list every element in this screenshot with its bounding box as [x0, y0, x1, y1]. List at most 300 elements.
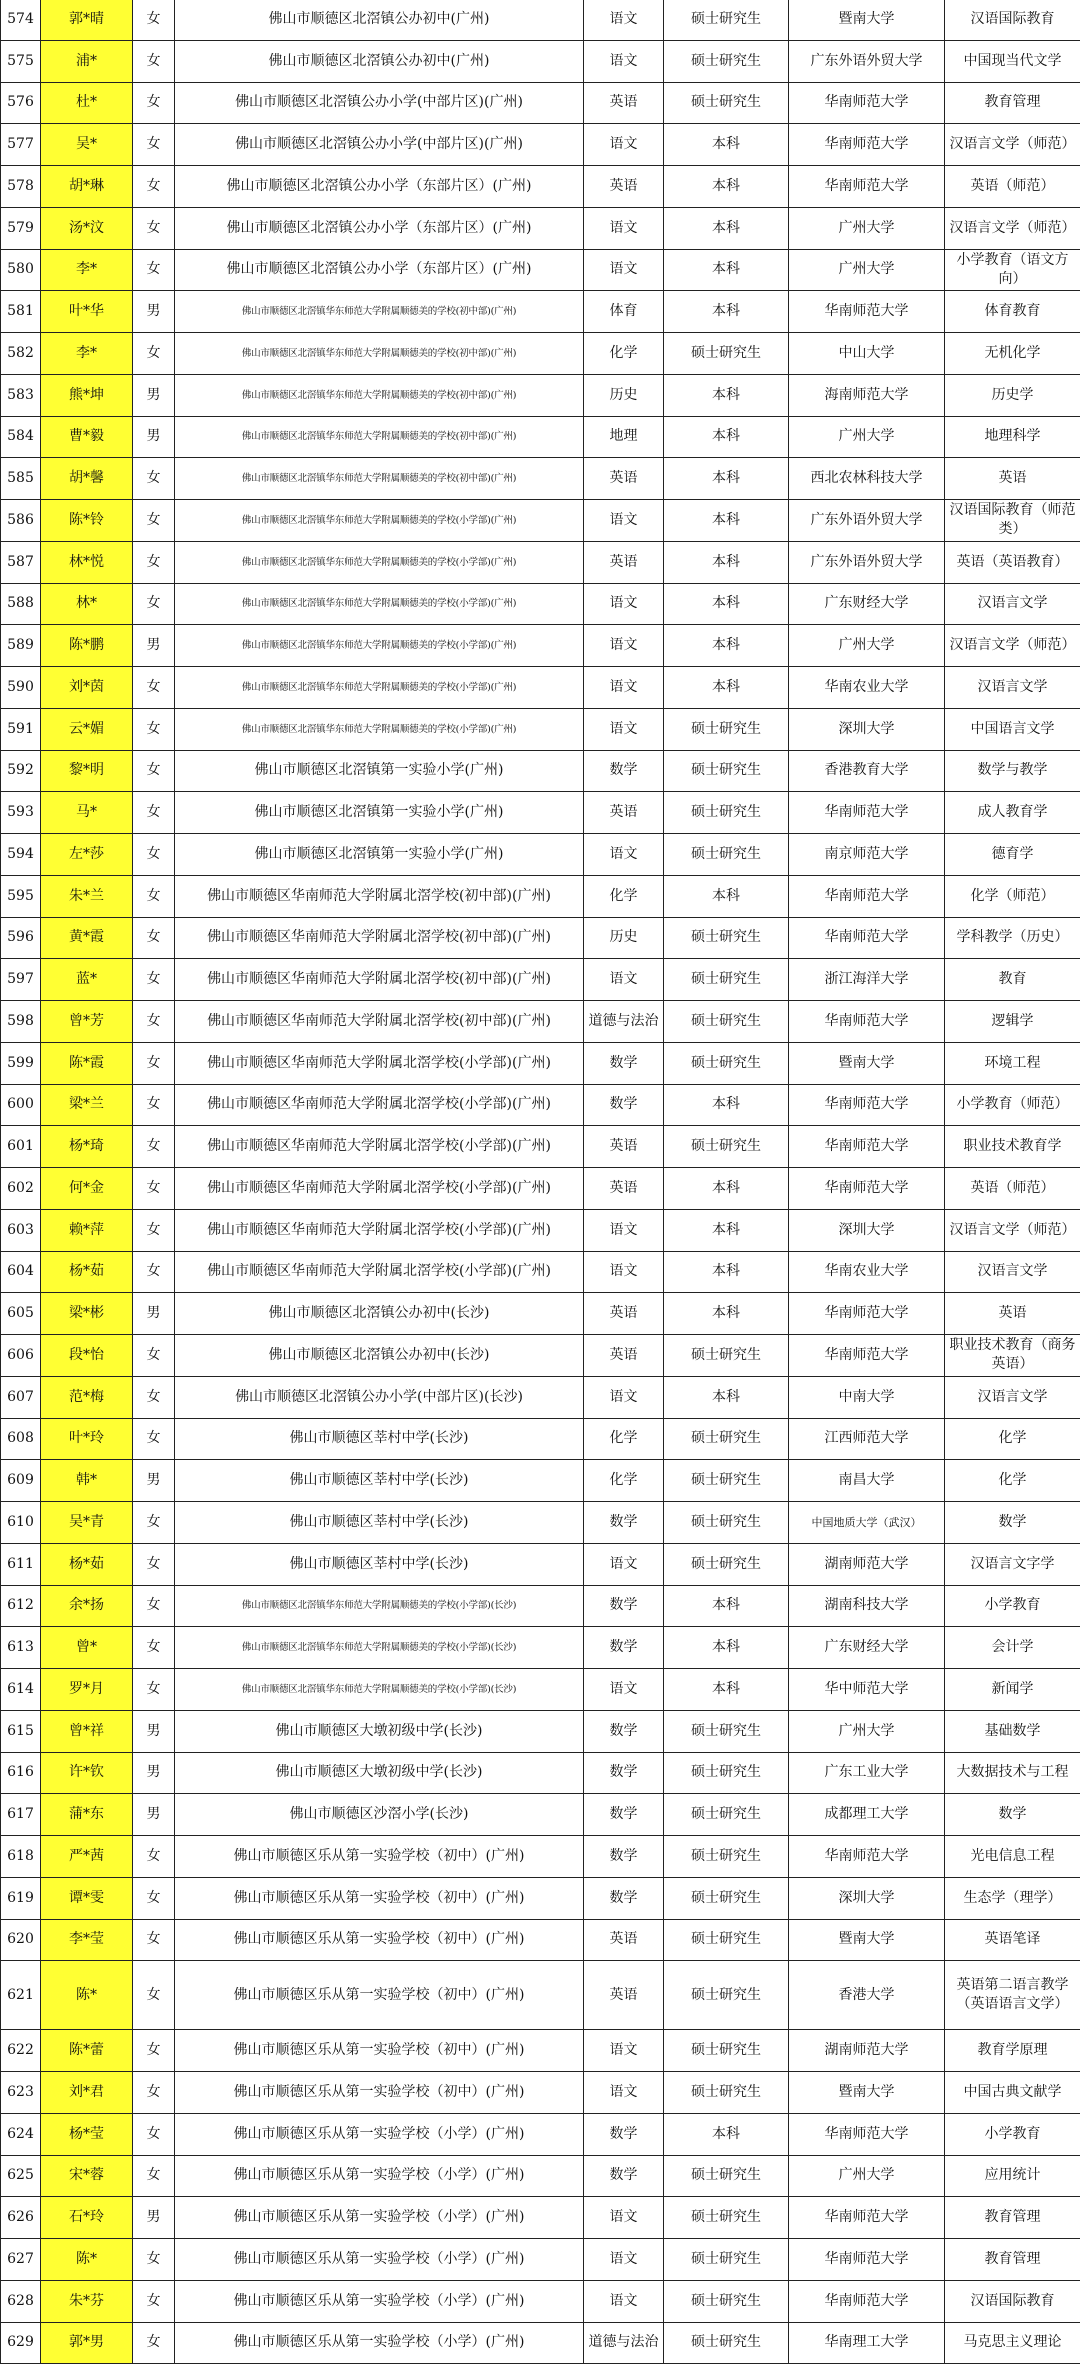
- table-row: [1, 458, 1080, 500]
- row-number-cell: 622: [1, 2030, 41, 2072]
- degree-cell: 硕士研究生: [664, 2072, 789, 2114]
- subject-cell: 语文: [584, 2072, 664, 2114]
- major-cell: 小学教育（师范）: [945, 1084, 1080, 1126]
- degree-cell: 本科: [664, 1251, 789, 1293]
- table-row: [1, 750, 1080, 792]
- gender-cell: 女: [133, 0, 175, 40]
- row-number-cell: 618: [1, 1836, 41, 1878]
- gender-cell: 女: [133, 667, 175, 709]
- table-row: [1, 834, 1080, 876]
- university-cell: 海南师范大学: [789, 374, 945, 416]
- table-row: [1, 708, 1080, 750]
- major-cell: 化学（师范）: [945, 875, 1080, 917]
- school-name-cell: 佛山市顺德区北滘镇华东师范大学附属顺德美的学校(小学部)(广州): [175, 583, 584, 625]
- major-cell: 教育管理: [945, 2197, 1080, 2239]
- university-cell: 湖南师范大学: [789, 2030, 945, 2072]
- major-cell: 英语第二语言教学（英语语言文学）: [945, 1961, 1080, 2030]
- degree-cell: 本科: [664, 374, 789, 416]
- subject-cell: 历史: [584, 917, 664, 959]
- teacher-name-cell: 胡*琳: [41, 166, 133, 208]
- gender-cell: 女: [133, 1836, 175, 1878]
- subject-cell: 化学: [584, 875, 664, 917]
- university-cell: 广州大学: [789, 249, 945, 291]
- major-cell: 应用统计: [945, 2155, 1080, 2197]
- school-name-cell: 佛山市顺德区华南师范大学附属北滘学校(初中部)(广州): [175, 917, 584, 959]
- university-cell: 湖南科技大学: [789, 1585, 945, 1627]
- subject-cell: 数学: [584, 2113, 664, 2155]
- school-name-cell: 佛山市顺德区北滘镇第一实验小学(广州): [175, 834, 584, 876]
- subject-cell: 地理: [584, 416, 664, 458]
- major-cell: 无机化学: [945, 333, 1080, 375]
- teacher-name-cell: 陈*: [41, 2239, 133, 2281]
- school-name-cell: 佛山市顺德区北滘镇公办小学(中部片区)(长沙): [175, 1376, 584, 1418]
- degree-cell: 本科: [664, 625, 789, 667]
- major-cell: 小学教育: [945, 1585, 1080, 1627]
- university-cell: 广东工业大学: [789, 1752, 945, 1794]
- degree-cell: 硕士研究生: [664, 333, 789, 375]
- gender-cell: 男: [133, 1460, 175, 1502]
- major-cell: 基础数学: [945, 1710, 1080, 1752]
- degree-cell: 本科: [664, 166, 789, 208]
- teacher-name-cell: 陈*霞: [41, 1042, 133, 1084]
- university-cell: 华南师范大学: [789, 1335, 945, 1377]
- gender-cell: 女: [133, 1042, 175, 1084]
- table-row: [1, 416, 1080, 458]
- row-number-cell: 606: [1, 1335, 41, 1377]
- major-cell: 汉语国际教育: [945, 0, 1080, 40]
- subject-cell: 英语: [584, 1126, 664, 1168]
- row-number-cell: 600: [1, 1084, 41, 1126]
- major-cell: 教育: [945, 959, 1080, 1001]
- subject-cell: 历史: [584, 374, 664, 416]
- table-row: [1, 1335, 1080, 1377]
- gender-cell: 女: [133, 583, 175, 625]
- degree-cell: 硕士研究生: [664, 708, 789, 750]
- degree-cell: 硕士研究生: [664, 834, 789, 876]
- school-name-cell: 佛山市顺德区北滘镇公办小学（东部片区）(广州): [175, 166, 584, 208]
- degree-cell: 硕士研究生: [664, 2030, 789, 2072]
- table-row: [1, 333, 1080, 375]
- row-number-cell: 628: [1, 2280, 41, 2322]
- degree-cell: 硕士研究生: [664, 1836, 789, 1878]
- major-cell: 汉语言文学: [945, 1251, 1080, 1293]
- subject-cell: 化学: [584, 333, 664, 375]
- row-number-cell: 627: [1, 2239, 41, 2281]
- school-name-cell: 佛山市顺德区北滘镇公办小学(中部片区)(广州): [175, 124, 584, 166]
- teacher-name-cell: 赖*萍: [41, 1209, 133, 1251]
- degree-cell: 本科: [664, 2113, 789, 2155]
- subject-cell: 语文: [584, 500, 664, 542]
- school-name-cell: 佛山市顺德区乐从第一实验学校（初中）(广州): [175, 1919, 584, 1961]
- university-cell: 华南师范大学: [789, 291, 945, 333]
- subject-cell: 语文: [584, 708, 664, 750]
- degree-cell: 本科: [664, 458, 789, 500]
- degree-cell: 本科: [664, 249, 789, 291]
- subject-cell: 道德与法治: [584, 2322, 664, 2364]
- gender-cell: 女: [133, 1376, 175, 1418]
- teacher-name-cell: 汤*汶: [41, 207, 133, 249]
- subject-cell: 数学: [584, 1084, 664, 1126]
- table-row: [1, 1126, 1080, 1168]
- teacher-name-cell: 曾*芳: [41, 1001, 133, 1043]
- gender-cell: 女: [133, 1543, 175, 1585]
- school-name-cell: 佛山市顺德区北滘镇第一实验小学(广州): [175, 750, 584, 792]
- school-name-cell: 佛山市顺德区北滘镇华东师范大学附属顺德美的学校(初中部)(广州): [175, 291, 584, 333]
- subject-cell: 英语: [584, 82, 664, 124]
- subject-cell: 语文: [584, 207, 664, 249]
- university-cell: 暨南大学: [789, 1919, 945, 1961]
- major-cell: 汉语言文学: [945, 1376, 1080, 1418]
- major-cell: 汉语国际教育: [945, 2280, 1080, 2322]
- subject-cell: 语文: [584, 834, 664, 876]
- teacher-name-cell: 李*: [41, 249, 133, 291]
- degree-cell: 硕士研究生: [664, 1001, 789, 1043]
- teacher-name-cell: 朱*兰: [41, 875, 133, 917]
- school-name-cell: 佛山市顺德区乐从第一实验学校（小学）(广州): [175, 2322, 584, 2364]
- school-name-cell: 佛山市顺德区北滘镇华东师范大学附属顺德美的学校(小学部)(长沙): [175, 1585, 584, 1627]
- school-name-cell: 佛山市顺德区乐从第一实验学校（小学）(广州): [175, 2155, 584, 2197]
- university-cell: 广东外语外贸大学: [789, 40, 945, 82]
- table-row: [1, 1669, 1080, 1711]
- school-name-cell: 佛山市顺德区乐从第一实验学校（初中）(广州): [175, 1836, 584, 1878]
- subject-cell: 语文: [584, 1543, 664, 1585]
- subject-cell: 英语: [584, 166, 664, 208]
- university-cell: 广州大学: [789, 1710, 945, 1752]
- degree-cell: 硕士研究生: [664, 959, 789, 1001]
- university-cell: 中国地质大学（武汉）: [789, 1502, 945, 1544]
- school-name-cell: 佛山市顺德区华南师范大学附属北滘学校(小学部)(广州): [175, 1251, 584, 1293]
- school-name-cell: 佛山市顺德区乐从第一实验学校（小学）(广州): [175, 2197, 584, 2239]
- gender-cell: 女: [133, 1251, 175, 1293]
- school-name-cell: 佛山市顺德区北滘镇华东师范大学附属顺德美的学校(小学部)(长沙): [175, 1669, 584, 1711]
- teacher-name-cell: 刘*君: [41, 2072, 133, 2114]
- subject-cell: 数学: [584, 1502, 664, 1544]
- subject-cell: 数学: [584, 1585, 664, 1627]
- degree-cell: 本科: [664, 124, 789, 166]
- degree-cell: 硕士研究生: [664, 2197, 789, 2239]
- major-cell: 汉语言文学: [945, 667, 1080, 709]
- row-number-cell: 598: [1, 1001, 41, 1043]
- gender-cell: 女: [133, 1502, 175, 1544]
- degree-cell: 硕士研究生: [664, 1961, 789, 2030]
- degree-cell: 硕士研究生: [664, 2280, 789, 2322]
- subject-cell: 数学: [584, 2155, 664, 2197]
- gender-cell: 女: [133, 792, 175, 834]
- school-name-cell: 佛山市顺德区北滘镇华东师范大学附属顺德美的学校(小学部)(广州): [175, 541, 584, 583]
- university-cell: 华南理工大学: [789, 2322, 945, 2364]
- gender-cell: 男: [133, 291, 175, 333]
- table-row: [1, 667, 1080, 709]
- school-name-cell: 佛山市顺德区北滘镇公办小学（东部片区）(广州): [175, 249, 584, 291]
- subject-cell: 数学: [584, 1710, 664, 1752]
- gender-cell: 女: [133, 124, 175, 166]
- row-number-cell: 580: [1, 249, 41, 291]
- teacher-name-cell: 陈*蕾: [41, 2030, 133, 2072]
- gender-cell: 女: [133, 166, 175, 208]
- table-row: [1, 1293, 1080, 1335]
- university-cell: 华南师范大学: [789, 2239, 945, 2281]
- university-cell: 华南师范大学: [789, 917, 945, 959]
- degree-cell: 本科: [664, 1168, 789, 1210]
- teacher-name-cell: 罗*月: [41, 1669, 133, 1711]
- degree-cell: 本科: [664, 583, 789, 625]
- row-number-cell: 591: [1, 708, 41, 750]
- teacher-name-cell: 林*悦: [41, 541, 133, 583]
- gender-cell: 女: [133, 2030, 175, 2072]
- degree-cell: 本科: [664, 291, 789, 333]
- gender-cell: 男: [133, 1752, 175, 1794]
- teacher-name-cell: 梁*彬: [41, 1293, 133, 1335]
- row-number-cell: 594: [1, 834, 41, 876]
- subject-cell: 英语: [584, 458, 664, 500]
- row-number-cell: 590: [1, 667, 41, 709]
- row-number-cell: 616: [1, 1752, 41, 1794]
- table-row: [1, 2072, 1080, 2114]
- table-row: [1, 541, 1080, 583]
- university-cell: 华南师范大学: [789, 82, 945, 124]
- table-row: [1, 0, 1080, 40]
- degree-cell: 硕士研究生: [664, 1126, 789, 1168]
- teacher-name-cell: 宋*蓉: [41, 2155, 133, 2197]
- gender-cell: 女: [133, 1126, 175, 1168]
- degree-cell: 硕士研究生: [664, 1460, 789, 1502]
- subject-cell: 语文: [584, 2030, 664, 2072]
- gender-cell: 女: [133, 708, 175, 750]
- major-cell: 英语（师范）: [945, 1168, 1080, 1210]
- teacher-name-cell: 黎*明: [41, 750, 133, 792]
- subject-cell: 语文: [584, 667, 664, 709]
- degree-cell: 硕士研究生: [664, 917, 789, 959]
- university-cell: 浙江海洋大学: [789, 959, 945, 1001]
- row-number-cell: 604: [1, 1251, 41, 1293]
- degree-cell: 硕士研究生: [664, 2155, 789, 2197]
- major-cell: 汉语国际教育（师范类）: [945, 500, 1080, 542]
- row-number-cell: 605: [1, 1293, 41, 1335]
- table-row: [1, 2239, 1080, 2281]
- degree-cell: 本科: [664, 416, 789, 458]
- school-name-cell: 佛山市顺德区北滘镇第一实验小学(广州): [175, 792, 584, 834]
- teacher-name-cell: 曹*毅: [41, 416, 133, 458]
- degree-cell: 硕士研究生: [664, 750, 789, 792]
- subject-cell: 语文: [584, 249, 664, 291]
- gender-cell: 女: [133, 1669, 175, 1711]
- school-name-cell: 佛山市顺德区乐从第一实验学校（小学）(广州): [175, 2239, 584, 2281]
- university-cell: 南昌大学: [789, 1460, 945, 1502]
- gender-cell: 男: [133, 416, 175, 458]
- gender-cell: 女: [133, 1919, 175, 1961]
- subject-cell: 语文: [584, 2239, 664, 2281]
- degree-cell: 硕士研究生: [664, 1502, 789, 1544]
- table-row: [1, 1794, 1080, 1836]
- subject-cell: 数学: [584, 1877, 664, 1919]
- teacher-name-cell: 许*钦: [41, 1752, 133, 1794]
- subject-cell: 数学: [584, 750, 664, 792]
- major-cell: 中国语言文学: [945, 708, 1080, 750]
- subject-cell: 英语: [584, 1335, 664, 1377]
- gender-cell: 女: [133, 207, 175, 249]
- major-cell: 新闻学: [945, 1669, 1080, 1711]
- gender-cell: 女: [133, 82, 175, 124]
- subject-cell: 语文: [584, 1669, 664, 1711]
- major-cell: 英语（师范）: [945, 166, 1080, 208]
- university-cell: 华中师范大学: [789, 1669, 945, 1711]
- teacher-name-cell: 郭*晴: [41, 0, 133, 40]
- school-name-cell: 佛山市顺德区莘村中学(长沙): [175, 1543, 584, 1585]
- row-number-cell: 581: [1, 291, 41, 333]
- table-row: [1, 1502, 1080, 1544]
- major-cell: 汉语言文字学: [945, 1543, 1080, 1585]
- teacher-name-cell: 杜*: [41, 82, 133, 124]
- gender-cell: 女: [133, 1209, 175, 1251]
- gender-cell: 女: [133, 917, 175, 959]
- table-row: [1, 166, 1080, 208]
- degree-cell: 硕士研究生: [664, 2322, 789, 2364]
- school-name-cell: 佛山市顺德区北滘镇华东师范大学附属顺德美的学校(小学部)(广州): [175, 625, 584, 667]
- subject-cell: 语文: [584, 2280, 664, 2322]
- degree-cell: 硕士研究生: [664, 1752, 789, 1794]
- school-name-cell: 佛山市顺德区华南师范大学附属北滘学校(初中部)(广州): [175, 875, 584, 917]
- teacher-name-cell: 林*: [41, 583, 133, 625]
- table-row: [1, 374, 1080, 416]
- subject-cell: 语文: [584, 625, 664, 667]
- table-row: [1, 1209, 1080, 1251]
- university-cell: 南京师范大学: [789, 834, 945, 876]
- row-number-cell: 588: [1, 583, 41, 625]
- school-name-cell: 佛山市顺德区北滘镇华东师范大学附属顺德美的学校(初中部)(广州): [175, 333, 584, 375]
- teacher-name-cell: 杨*琦: [41, 1126, 133, 1168]
- degree-cell: 硕士研究生: [664, 1335, 789, 1377]
- row-number-cell: 595: [1, 875, 41, 917]
- major-cell: 环境工程: [945, 1042, 1080, 1084]
- major-cell: 学科教学（历史）: [945, 917, 1080, 959]
- teacher-name-cell: 曾*: [41, 1627, 133, 1669]
- teacher-name-cell: 蒲*东: [41, 1794, 133, 1836]
- teacher-name-cell: 陈*铃: [41, 500, 133, 542]
- subject-cell: 语文: [584, 2197, 664, 2239]
- major-cell: 数学: [945, 1794, 1080, 1836]
- university-cell: 华南师范大学: [789, 2280, 945, 2322]
- subject-cell: 化学: [584, 1460, 664, 1502]
- teacher-name-cell: 何*金: [41, 1168, 133, 1210]
- gender-cell: 女: [133, 2239, 175, 2281]
- table-row: [1, 583, 1080, 625]
- university-cell: 暨南大学: [789, 0, 945, 40]
- university-cell: 华南师范大学: [789, 1084, 945, 1126]
- major-cell: 英语（英语教育）: [945, 541, 1080, 583]
- subject-cell: 化学: [584, 1418, 664, 1460]
- teacher-name-cell: 郭*男: [41, 2322, 133, 2364]
- school-name-cell: 佛山市顺德区北滘镇公办初中(广州): [175, 40, 584, 82]
- major-cell: 汉语言文学: [945, 583, 1080, 625]
- school-name-cell: 佛山市顺德区乐从第一实验学校（初中）(广州): [175, 1877, 584, 1919]
- teacher-name-cell: 韩*: [41, 1460, 133, 1502]
- row-number-cell: 583: [1, 374, 41, 416]
- school-name-cell: 佛山市顺德区北滘镇华东师范大学附属顺德美的学校(初中部)(广州): [175, 416, 584, 458]
- gender-cell: 女: [133, 834, 175, 876]
- row-number-cell: 625: [1, 2155, 41, 2197]
- major-cell: 汉语言文学（师范）: [945, 124, 1080, 166]
- school-name-cell: 佛山市顺德区华南师范大学附属北滘学校(小学部)(广州): [175, 1209, 584, 1251]
- row-number-cell: 615: [1, 1710, 41, 1752]
- major-cell: 化学: [945, 1460, 1080, 1502]
- university-cell: 广州大学: [789, 625, 945, 667]
- row-number-cell: 585: [1, 458, 41, 500]
- subject-cell: 数学: [584, 1752, 664, 1794]
- university-cell: 广东外语外贸大学: [789, 500, 945, 542]
- gender-cell: 女: [133, 249, 175, 291]
- row-number-cell: 602: [1, 1168, 41, 1210]
- major-cell: 马克思主义理论: [945, 2322, 1080, 2364]
- row-number-cell: 597: [1, 959, 41, 1001]
- row-number-cell: 592: [1, 750, 41, 792]
- gender-cell: 女: [133, 2322, 175, 2364]
- degree-cell: 本科: [664, 1209, 789, 1251]
- school-name-cell: 佛山市顺德区华南师范大学附属北滘学校(初中部)(广州): [175, 1001, 584, 1043]
- row-number-cell: 620: [1, 1919, 41, 1961]
- major-cell: 会计学: [945, 1627, 1080, 1669]
- table-row: [1, 792, 1080, 834]
- teacher-name-cell: 范*梅: [41, 1376, 133, 1418]
- table-row: [1, 875, 1080, 917]
- university-cell: 广东外语外贸大学: [789, 541, 945, 583]
- major-cell: 历史学: [945, 374, 1080, 416]
- subject-cell: 语文: [584, 40, 664, 82]
- table-row: [1, 1084, 1080, 1126]
- school-name-cell: 佛山市顺德区乐从第一实验学校（初中）(广州): [175, 2072, 584, 2114]
- gender-cell: 女: [133, 2113, 175, 2155]
- teacher-name-cell: 叶*玲: [41, 1418, 133, 1460]
- school-name-cell: 佛山市顺德区莘村中学(长沙): [175, 1460, 584, 1502]
- table-row: [1, 1627, 1080, 1669]
- gender-cell: 女: [133, 875, 175, 917]
- university-cell: 华南师范大学: [789, 1836, 945, 1878]
- teacher-name-cell: 吴*: [41, 124, 133, 166]
- teacher-name-cell: 左*莎: [41, 834, 133, 876]
- major-cell: 德育学: [945, 834, 1080, 876]
- university-cell: 香港大学: [789, 1961, 945, 2030]
- table-row: [1, 959, 1080, 1001]
- teacher-name-cell: 余*扬: [41, 1585, 133, 1627]
- school-name-cell: 佛山市顺德区沙滘小学(长沙): [175, 1794, 584, 1836]
- gender-cell: 女: [133, 1877, 175, 1919]
- table-row: [1, 2030, 1080, 2072]
- row-number-cell: 599: [1, 1042, 41, 1084]
- table-row: [1, 1752, 1080, 1794]
- gender-cell: 女: [133, 500, 175, 542]
- major-cell: 英语: [945, 458, 1080, 500]
- school-name-cell: 佛山市顺德区北滘镇华东师范大学附属顺德美的学校(小学部)(广州): [175, 500, 584, 542]
- gender-cell: 女: [133, 2280, 175, 2322]
- school-name-cell: 佛山市顺德区乐从第一实验学校（初中）(广州): [175, 1961, 584, 2030]
- gender-cell: 女: [133, 1001, 175, 1043]
- university-cell: 广州大学: [789, 207, 945, 249]
- row-number-cell: 574: [1, 0, 41, 40]
- university-cell: 暨南大学: [789, 1042, 945, 1084]
- university-cell: 深圳大学: [789, 1877, 945, 1919]
- gender-cell: 男: [133, 1794, 175, 1836]
- row-number-cell: 575: [1, 40, 41, 82]
- table-row: [1, 1001, 1080, 1043]
- row-number-cell: 576: [1, 82, 41, 124]
- row-number-cell: 593: [1, 792, 41, 834]
- school-name-cell: 佛山市顺德区华南师范大学附属北滘学校(初中部)(广州): [175, 959, 584, 1001]
- university-cell: 华南师范大学: [789, 1126, 945, 1168]
- subject-cell: 英语: [584, 1919, 664, 1961]
- university-cell: 深圳大学: [789, 1209, 945, 1251]
- teacher-name-cell: 严*茜: [41, 1836, 133, 1878]
- table-row: [1, 249, 1080, 291]
- row-number-cell: 617: [1, 1794, 41, 1836]
